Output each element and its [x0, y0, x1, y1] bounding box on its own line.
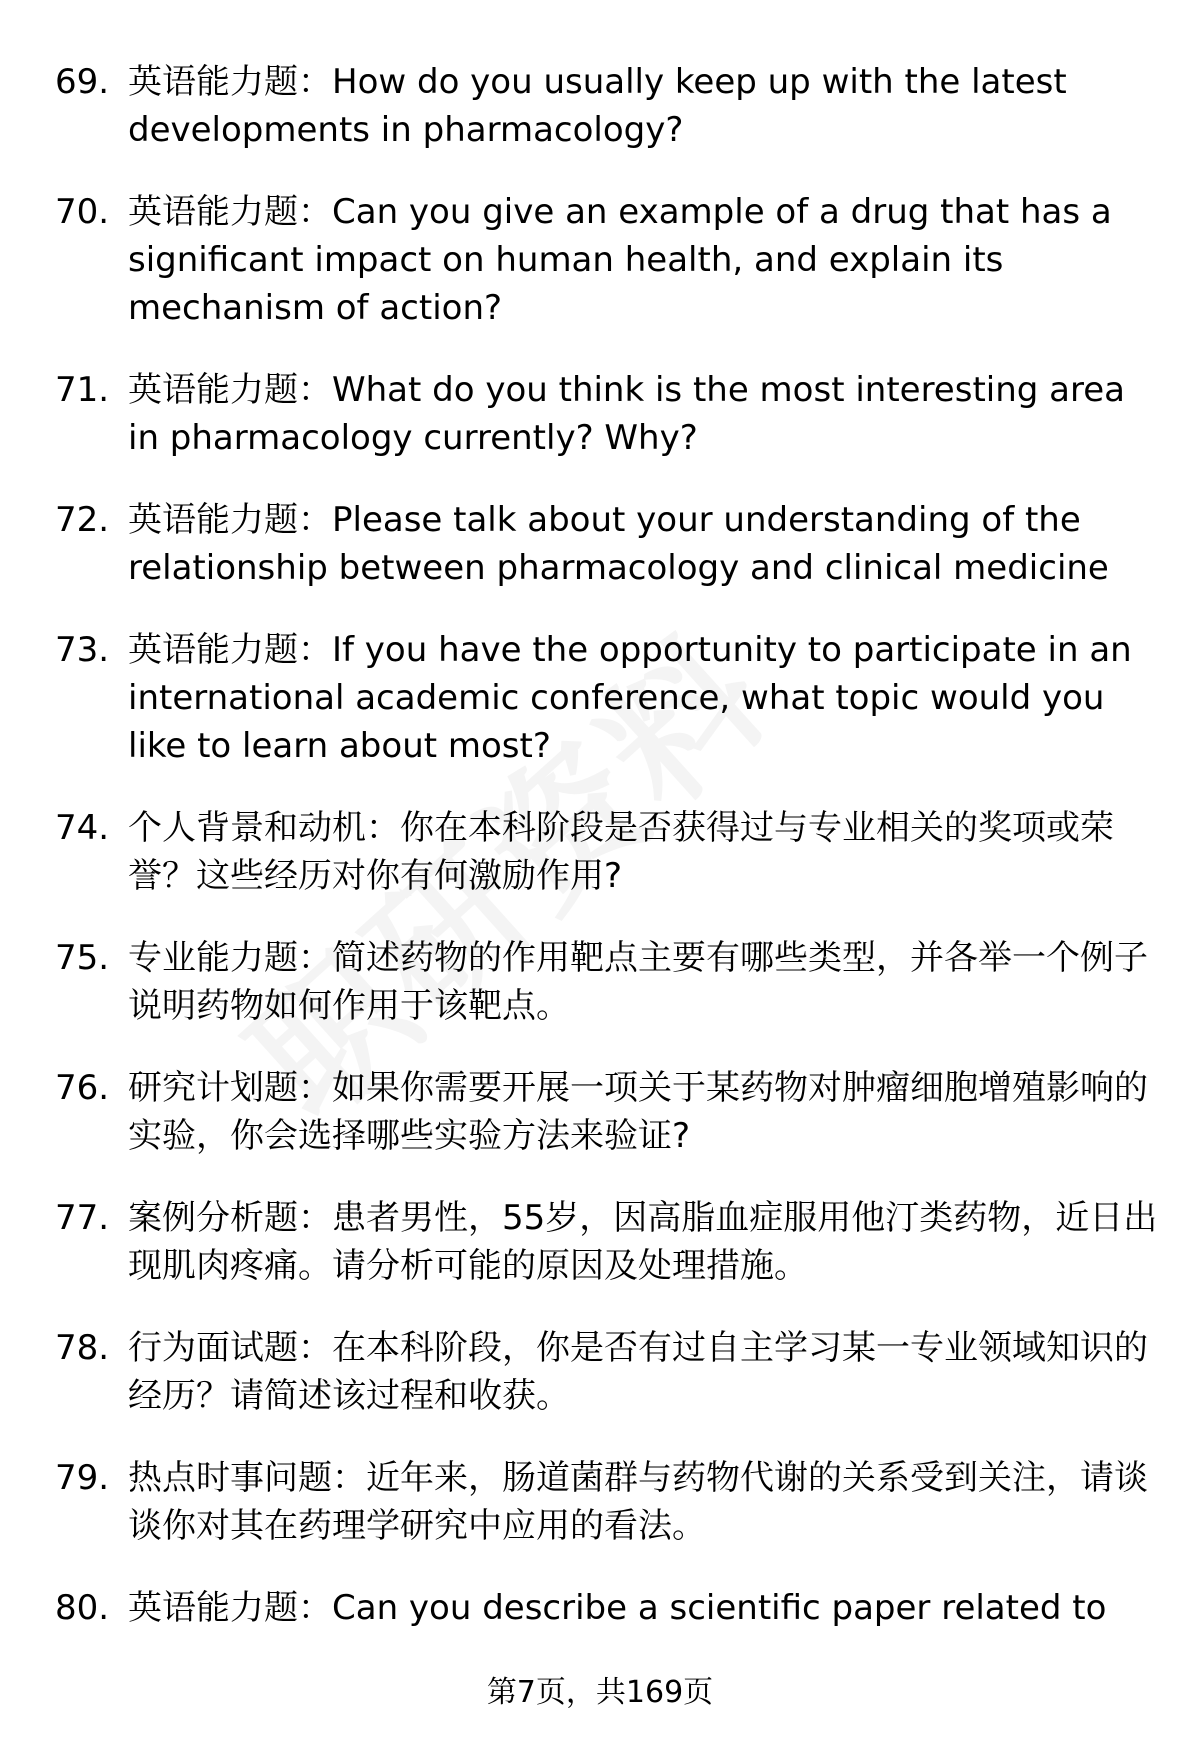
question-number: 69. [55, 62, 110, 102]
question-item [0, 58, 1200, 154]
question-item [0, 1584, 1200, 1632]
page-footer: 第7页，共169页 [486, 1675, 714, 1710]
question-text: 英语能力题：What do you think is the most interesting area in pharmacology currently? Why? [128, 370, 1125, 458]
question-item [0, 496, 1200, 592]
question-number: 79. [55, 1458, 110, 1498]
question-item [0, 626, 1200, 770]
question-text: 行为面试题：在本科阶段，你是否有过自主学习某一专业领域知识的经历？请简述该过程和收获。 [128, 1328, 1148, 1416]
question-number: 77. [55, 1198, 110, 1238]
question-item [0, 366, 1200, 462]
question-list [0, 58, 1200, 1666]
question-text: 英语能力题：How do you usually keep up with the latest developments in pharmacology? [128, 62, 1067, 150]
question-item [0, 1064, 1200, 1160]
question-number: 76. [55, 1068, 110, 1108]
question-number: 78. [55, 1328, 110, 1368]
question-number: 80. [55, 1588, 110, 1628]
question-text: 英语能力题：Can you describe a scientific paper related to [128, 1588, 1107, 1628]
question-item [0, 1324, 1200, 1420]
question-item [0, 1194, 1200, 1290]
question-text: 研究计划题：如果你需要开展一项关于某药物对肿瘤细胞增殖影响的实验，你会选择哪些实验方法来验证? [128, 1068, 1148, 1156]
question-text: 英语能力题：Can you give an example of a drug that has a significant impact on human health, and explain its mechanism of action? [128, 192, 1112, 328]
question-text: 专业能力题：简述药物的作用靶点主要有哪些类型，并各举一个例子说明药物如何作用于该靶点。 [128, 938, 1148, 1026]
question-number: 71. [55, 370, 110, 410]
question-number: 75. [55, 938, 110, 978]
question-number: 72. [55, 500, 110, 540]
question-item [0, 934, 1200, 1030]
question-number: 70. [55, 192, 110, 232]
question-text: 个人背景和动机：你在本科阶段是否获得过与专业相关的奖项或荣誉？这些经历对你有何激励作用? [128, 808, 1114, 896]
question-item [0, 1454, 1200, 1550]
question-number: 74. [55, 808, 110, 848]
question-item [0, 804, 1200, 900]
question-text: 热点时事问题：近年来，肠道菌群与药物代谢的关系受到关注，请谈谈你对其在药理学研究中应用的看法。 [128, 1458, 1148, 1546]
question-text: 案例分析题：患者男性，55岁，因高脂血症服用他汀类药物，近日出现肌肉疼痛。请分析可能的原因及处理措施。 [128, 1198, 1158, 1286]
question-text: 英语能力题：Please talk about your understanding of the relationship between pharmacology and clinical medicine [128, 500, 1109, 588]
question-number: 73. [55, 630, 110, 670]
question-text: 英语能力题：If you have the opportunity to participate in an international academic conference, what topic would you like to learn about most? [128, 630, 1132, 766]
question-item [0, 188, 1200, 332]
